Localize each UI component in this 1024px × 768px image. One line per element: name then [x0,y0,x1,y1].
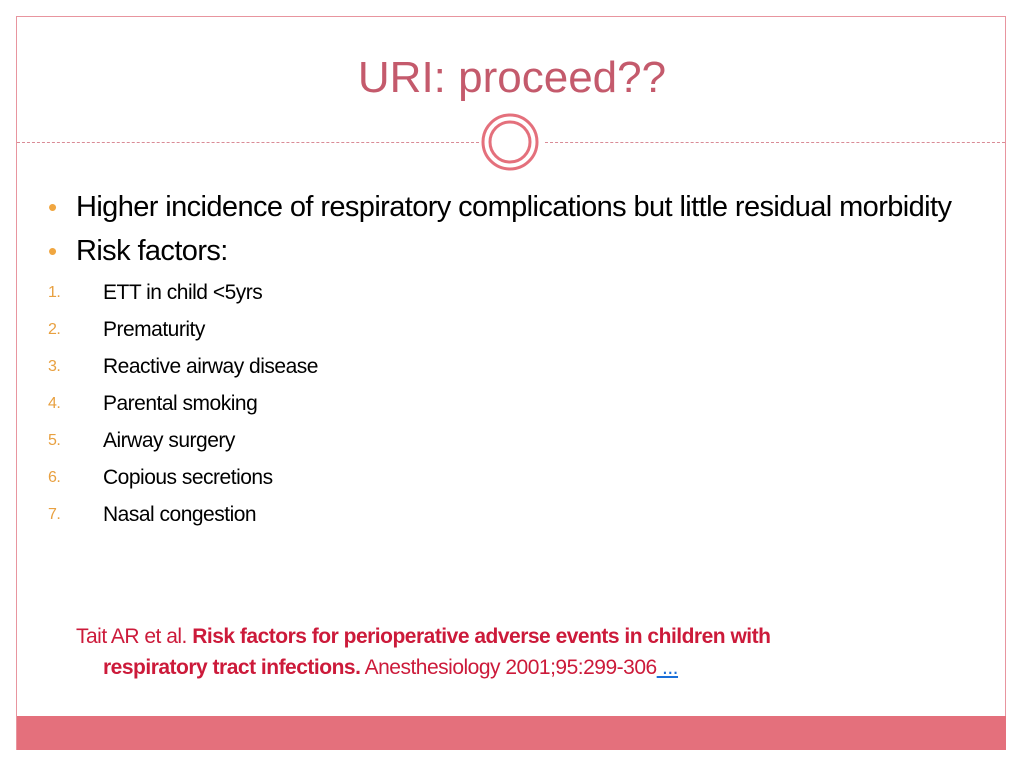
list-item [48,274,968,311]
list-item [48,496,968,533]
list-text: Copious secretions [103,466,273,489]
list-text: Reactive airway disease [103,355,318,378]
reference-journal: Anesthesiology 2001;95:299-306 [360,656,657,679]
reference-authors: Tait AR et al. [76,625,193,648]
slide-title: URI: proceed?? [357,53,667,102]
list-number: 1. [48,284,61,301]
list-number: 2. [48,321,61,338]
list-number: 5. [48,432,61,449]
list-item [48,348,968,385]
title-divider-left [17,142,479,143]
bullet-text: Higher incidence of respiratory complications but little residual morbidity [76,191,952,223]
reference-title-part1: Risk factors for perioperative adverse events in children with [192,625,771,648]
reference-link[interactable]: ... [656,656,679,679]
decorative-ring-icon [481,113,539,171]
title-divider-right [545,142,1005,143]
list-item [48,385,968,422]
list-number: 7. [48,506,61,523]
bullet-text: Risk factors: [76,235,228,267]
list-text: Airway surgery [103,429,235,452]
risk-factor-list [48,274,968,533]
list-number: 6. [48,469,61,486]
reference-citation [76,621,976,683]
reference-line-2 [76,652,976,683]
list-text: Nasal congestion [103,503,257,526]
reference-title-part2: respiratory tract infections. [103,656,361,679]
list-number: 4. [48,395,61,412]
list-text: Parental smoking [103,392,258,415]
bullet-item [48,232,968,270]
bullet-dot-icon: • [48,236,57,266]
slide-body [48,188,968,533]
bullet-item [48,188,968,226]
list-number: 3. [48,358,61,375]
list-text: ETT in child <5yrs [103,281,263,304]
list-text: Prematurity [103,318,205,341]
list-item [48,459,968,496]
bullet-dot-icon: • [48,192,57,222]
list-item [48,311,968,348]
list-item [48,422,968,459]
footer-bar [17,716,1006,750]
